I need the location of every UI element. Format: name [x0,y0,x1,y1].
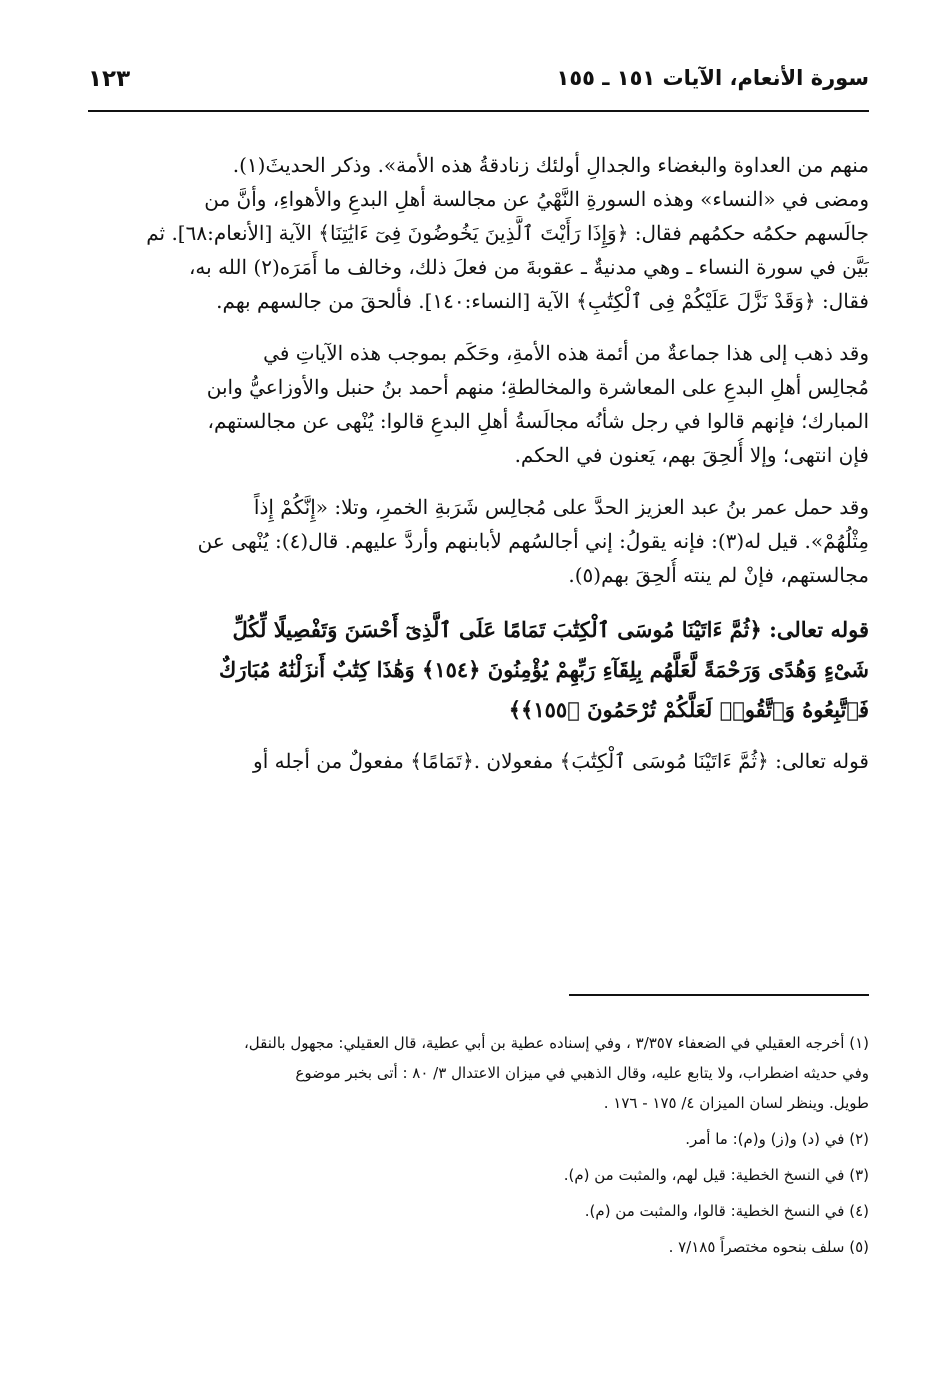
body-text [88,148,869,796]
paragraph-1 [88,148,869,318]
footnote-5 [88,1232,869,1262]
footnote-2 [88,1124,869,1154]
quran-verse-block [88,610,869,730]
footnote-line: طويل. وينظر لسان الميزان ٤/ ١٧٥ - ١٧٦ . [603,1094,869,1112]
footnotes [88,1028,869,1268]
header-rule [88,110,869,112]
text-line: المبارك؛ فإنهم قالوا في رجل شأنُه مجالَسةُ أهلِ البدعِ قالوا: يُنْهى عن مجالستهم، [207,409,869,433]
footnote-line: (٤) في النسخ الخطية: قالوا، والمثبت من (م). [584,1202,869,1220]
text-line: وقد حمل عمر بنُ عبد العزيز الحدَّ على مُجالِس شَرَبةِ الخمرِ، وتلا: «إِنَّكُمْ إِذاً [253,495,869,519]
running-header [88,64,869,104]
footnote-line: وفي حديثه اضطراب، ولا يتابع عليه، وقال الذهبي في ميزان الاعتدال ٣/ ٨٠ : أتى بخبر موضوع [295,1064,869,1082]
text-line: جالَسهم حكمُه حكمُهم فقال: ﴿وَإِذَا رَأَيْتَ ٱلَّذِينَ يَخُوضُونَ فِىٓ ءَايَٰتِنَا﴾ الآية [الأنعام:٦٨]. ثم [146,221,869,245]
verse-line: فَٱتَّبِعُوهُ وَٱتَّقُوا۟ لَعَلَّكُمْ تُرْحَمُونَ ﴿١٥٥﴾﴾ [508,697,869,722]
text-line: مُجالِس أهلِ البدعِ على المعاشرة والمخالطةِ؛ منهم أحمد بنُ حنبل والأوزاعيُّ وابن [206,375,869,399]
verse-line: قوله تعالى: ﴿ثُمَّ ءَاتَيْنَا مُوسَى ٱلْكِتَٰبَ تَمَامًا عَلَى ٱلَّذِىٓ أَحْسَنَ وَتَفْصِيلًا لِّكُلِّ [232,617,869,642]
paragraph-2 [88,336,869,472]
text-line: فإن انتهى؛ وإلا أُلحِقَ بهم، يَعنون في الحكم. [514,443,869,467]
header-title: سورة الأنعام، الآيات ١٥١ ـ ١٥٥ [556,66,869,90]
footnote-4 [88,1196,869,1226]
paragraph-3 [88,490,869,592]
text-line: ومضى في «النساء» وهذه السورةِ النَّهْيُ عن مجالسة أهلِ البدعِ والأهواءِ، وأنَّ من [204,187,869,211]
page-number: ١٢٣ [88,66,131,92]
footnote-line: (٢) في (د) و(ز) و(م): ما أمر. [685,1130,869,1148]
footnote-line: (٣) في النسخ الخطية: قيل لهم، والمثبت من (م). [563,1166,869,1184]
verse-line: شَىْءٍ وَهُدًى وَرَحْمَةً لَّعَلَّهُم بِلِقَآءِ رَبِّهِمْ يُؤْمِنُونَ ﴿١٥٤﴾ وَهَٰذَا كِتَٰبٌ أَنزَلْنَٰهُ مُبَارَكٌ [219,657,869,682]
footnote-3 [88,1160,869,1190]
text-line: وقد ذهب إلى هذا جماعةٌ من أئمة هذه الأمةِ، وحَكَم بموجب هذه الآياتِ في [263,341,869,365]
text-line: مجالستهم، فإنْ لم ينته أُلحِقَ بهم(٥). [568,563,869,587]
text-line: قوله تعالى: ﴿ثُمَّ ءَاتَيْنَا مُوسَى ٱلْكِتَٰبَ﴾ مفعولان .﴿تَمَامًا﴾ مفعولٌ من أجله أو [253,749,869,773]
text-line: بَيَّن في سورة النساء ـ وهي مدنيةٌ ـ عقوبةَ من فعلَ ذلك، وخالف ما أَمَرَه(٢) الله به، [188,255,869,279]
text-line: منهم من العداوة والبغضاء والجدالِ أولئك زنادقةُ هذه الأمة». وذكر الحديثَ(١). [232,153,869,177]
footnote-1 [88,1028,869,1118]
closing-paragraph [88,744,869,778]
footnote-rule [569,994,869,996]
footnote-line: (١) أخرجه العقيلي في الضعفاء ٣/٣٥٧ ، وفي إسناده عطية بن أبي عطية، قال العقيلي: مجهول بالنقل، [243,1034,869,1052]
footnote-line: (٥) سلف بنحوه مختصراً ٧/١٨٥ . [668,1238,869,1256]
text-line: فقال: ﴿وَقَدْ نَزَّلَ عَلَيْكُمْ فِى ٱلْكِتَٰبِ﴾ الآية [النساء:١٤٠]. فألحقَ من جالسهم بهم. [216,289,869,313]
text-line: مِثْلُهُمْ». قيل له(٣): فإنه يقولُ: إني أجالسُهم لأبابنهم وأردَّ عليهم. قال(٤): يُنْهى عن [197,529,869,553]
